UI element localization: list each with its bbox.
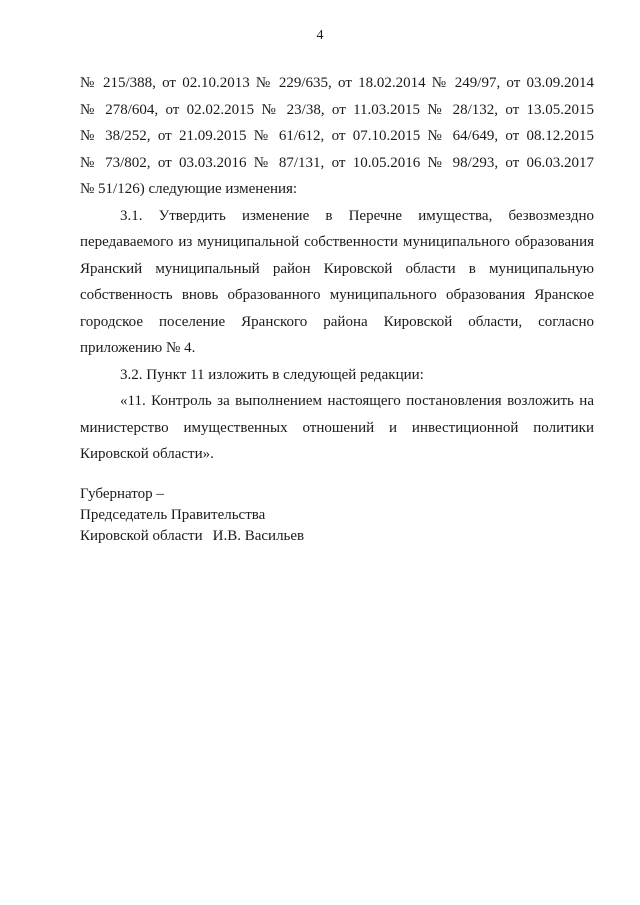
signatory-title: Губернатор –	[80, 486, 164, 502]
body-line: Яранский муниципальный район Кировской области в муниципальную	[80, 260, 594, 277]
body-line: приложению № 4.	[80, 340, 196, 356]
signatory-title: Председатель Правительства	[80, 507, 266, 523]
signatory-title-and-name	[80, 526, 380, 547]
clause-3-2-heading: 3.2. Пункт 11 изложить в следующей редакции:	[120, 366, 424, 383]
body-line: № 73/802, от 03.03.2016 № 87/131, от 10.05.2016 № 98/293, от 06.03.2017	[80, 154, 594, 171]
body-line: Кировской области».	[80, 446, 214, 462]
signatory-region: Кировской области	[80, 528, 203, 544]
signatory-name: И.В. Васильев	[212, 528, 305, 544]
body-line: министерство имущественных отношений и инвестиционной политики	[80, 419, 594, 436]
body-line: № 278/604, от 02.02.2015 № 23/38, от 11.03.2015 № 28/132, от 13.05.2015	[80, 101, 594, 118]
document-body	[80, 70, 594, 468]
quoted-clause-first-line: «11. Контроль за выполнением настоящего постановления возложить на	[120, 393, 594, 409]
page-number: 4	[316, 28, 324, 43]
clause-3-1-first-line: 3.1. Утвердить изменение в Перечне имущества, безвозмездно	[120, 207, 594, 224]
body-line: городское поселение Яранского района Кировской области, согласно	[80, 313, 594, 330]
body-line: № 38/252, от 21.09.2015 № 61/612, от 07.10.2015 № 64/649, от 08.12.2015	[80, 128, 594, 144]
body-line: № 51/126) следующие изменения:	[80, 181, 298, 197]
signature-block	[80, 484, 380, 547]
body-line: № 215/388, от 02.10.2013 № 229/635, от 18.02.2014 № 249/97, от 03.09.2014	[80, 75, 594, 91]
body-line: собственность вновь образованного муниципального образования Яранское	[80, 287, 594, 303]
body-line: передаваемого из муниципальной собственности муниципального образования	[80, 234, 594, 250]
